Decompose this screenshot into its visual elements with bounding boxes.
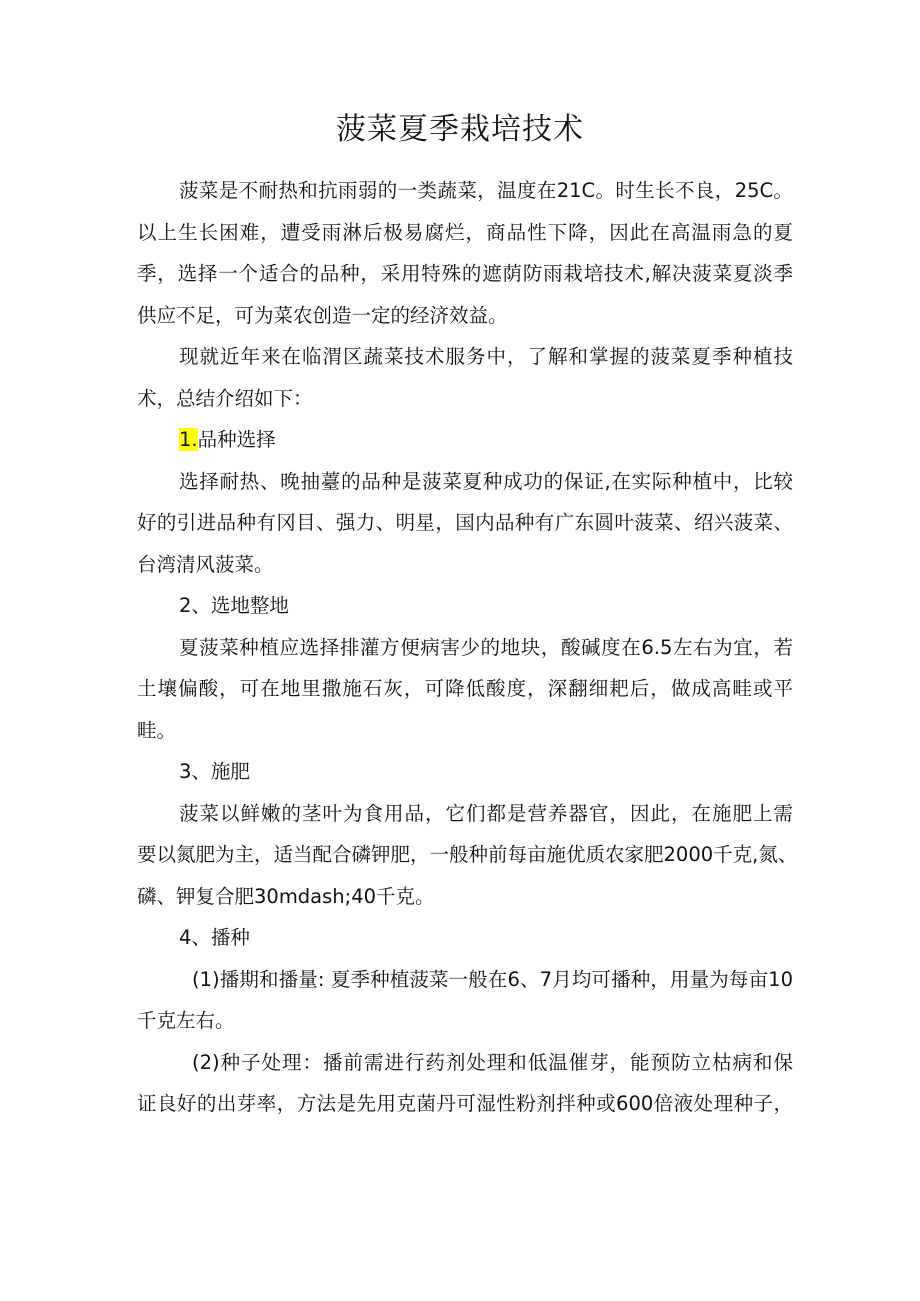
section-heading-4: 4、播种 (179, 926, 250, 949)
paragraph-line: 术，总结介绍如下： (137, 386, 313, 410)
document-body (137, 170, 798, 1125)
section-heading-label: 品种选择 (197, 428, 276, 451)
paragraph-line: 菠菜以鲜嫩的茎叶为食用品，它们都是营养器官，因此，在施肥上需 (179, 801, 793, 825)
section-heading-1 (137, 419, 793, 461)
paragraph-line: (2)种子处理：播前需进行药剂处理和低温催芽，能预防立枯病和保 (192, 1050, 793, 1074)
paragraph-line: 证良好的出芽率，方法是先用克菌丹可湿性粉剂拌种或600倍液处理种子， (137, 1092, 793, 1115)
paragraph-line: 现就近年来在临渭区蔬菜技术服务中，了解和掌握的菠菜夏季种植技 (179, 345, 793, 368)
highlighted-number: 1. (179, 428, 198, 451)
document-title: 菠菜夏季栽培技术 (336, 112, 584, 147)
paragraph-line: 菠菜是不耐热和抗雨弱的一类蔬菜，温度在21C。时生长不良，25C。 (179, 179, 793, 202)
paragraph-line: (1)播期和播量: 夏季种植菠菜一般在6、7月均可播种，用量为每亩10 (192, 967, 793, 991)
paragraph-line: 供应不足，可为菜农创造一定的经济效益。 (137, 303, 508, 327)
paragraph-line: 好的引进品种有冈目、强力、明星，国内品种有广东圆叶菠菜、绍兴菠菜、 (137, 511, 793, 534)
paragraph-line: 台湾清风菠菜。 (137, 552, 274, 576)
paragraph-line: 要以氮肥为主，适当配合磷钾肥，一般种前每亩施优质农家肥2000千克,氮、 (137, 843, 798, 866)
section-heading-2: 2、选地整地 (179, 594, 289, 617)
paragraph-line: 畦。 (137, 718, 177, 742)
paragraph-line: 磷、钾复合肥30mdash;40千克。 (137, 884, 435, 908)
paragraph-line: 夏菠菜种植应选择排灌方便病害少的地块，酸碱度在6.5左右为宜，若 (179, 635, 793, 659)
section-heading-3: 3、施肥 (179, 760, 250, 783)
paragraph-line: 以上生长困难，遭受雨淋后极易腐烂，商品性下降，因此在高温雨急的夏 (137, 220, 793, 244)
paragraph-line: 千克左右。 (137, 1009, 235, 1032)
paragraph-line: 选择耐热、晚抽薹的品种是菠菜夏种成功的保证,在实际种植中，比较 (179, 469, 793, 493)
paragraph-line: 土壤偏酸，可在地里撒施石灰，可降低酸度，深翻细耙后，做成高畦或平 (137, 677, 793, 700)
paragraph-line: 季，选择一个适合的品种，采用特殊的遮荫防雨栽培技术,解决菠菜夏淡季 (137, 262, 793, 285)
